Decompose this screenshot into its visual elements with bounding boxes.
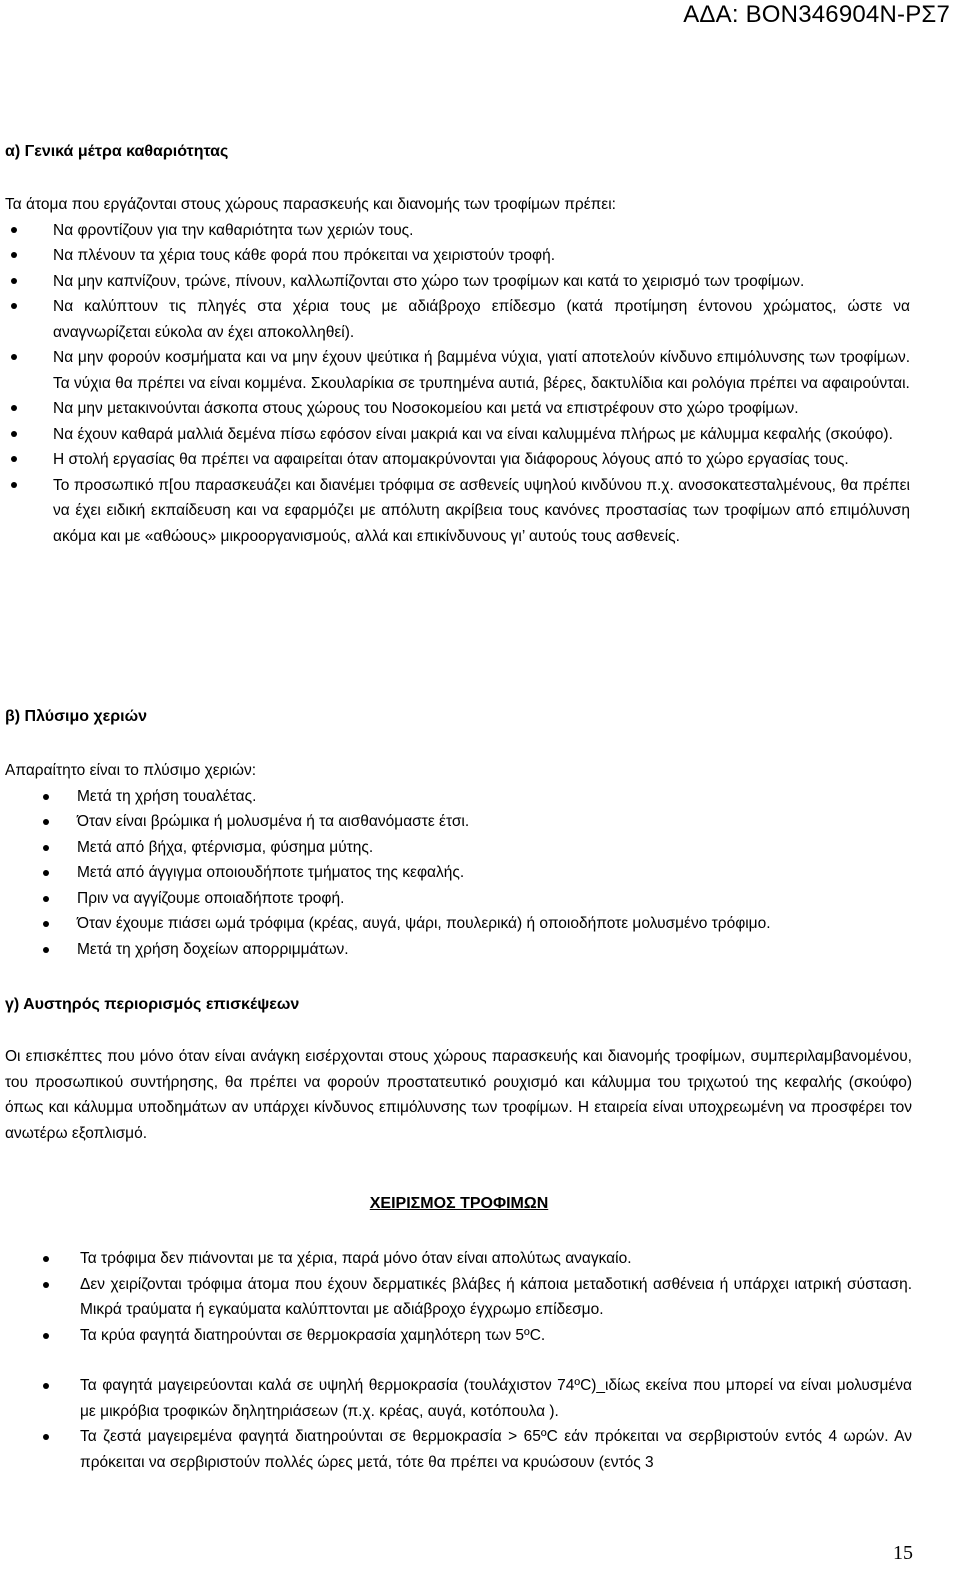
list-item: Να πλένουν τα χέρια τους κάθε φορά που πρόκειται να χειριστούν τροφή.	[5, 243, 910, 269]
list-item: Δεν χειρίζονται τρόφιμα άτομα που έχουν δερματικές βλάβες ή κάποια μεταδοτική ασθένεια ή υπάρχει ιατρική σύσταση. Μικρά τραύματα ή εγκαύματα καλύπτονται με αδιάβροχο έγχρωμο επίδεσμο.	[5, 1272, 912, 1323]
list-item: Μετά τη χρήση τουαλέτας.	[5, 784, 910, 810]
bullet-icon	[11, 405, 17, 411]
ada-header: ΑΔΑ: ΒΟΝ346904Ν-ΡΣ7	[683, 1, 950, 28]
food-handling-list	[5, 1246, 912, 1475]
bullet-icon	[11, 252, 17, 258]
bullet-list	[5, 1246, 912, 1475]
list-item: Το προσωπικό π[ου παρασκευάζει και διανέμει τρόφιμα σε ασθενείς υψηλού κινδύνου π.χ. ανοσοκατεσταλμένους, θα πρέπει να έχει ειδική εκπαίδευση και να εφαρμόζει με απόλυτη ακρίβεια τους κανόνες προστασίας των τροφίμων από επιμόλυνση ακόμα και με «αθώους» μικροοργανισμούς, αλλά και επικίνδυνους γι’ αυτούς τους ασθενείς.	[5, 473, 910, 550]
list-item: Μετά τη χρήση δοχείων απορριμμάτων.	[5, 937, 910, 963]
page-number: 15	[893, 1542, 913, 1564]
section-c-body	[5, 1044, 912, 1146]
bullet-list	[5, 784, 910, 963]
bullet-icon	[11, 482, 17, 488]
list-item: Να μην φορούν κοσμήματα και να μην έχουν ψεύτικα ή βαμμένα νύχια, γιατί αποτελούν κίνδυνο επιμόλυνσης των τροφίμων. Τα νύχια θα πρέπει να είναι κομμένα. Σκουλαρίκια σε τρυπημένα αυτιά, βέρες, δακτυλίδια και ρολόγια πρέπει να αφαιρούνται.	[5, 345, 910, 396]
bullet-icon	[11, 431, 17, 437]
bullet-icon	[43, 947, 49, 953]
bullet-icon	[43, 1333, 49, 1339]
bullet-icon	[11, 354, 17, 360]
list-item: Να μην μετακινούνται άσκοπα στους χώρους του Νοσοκομείου και μετά να επιστρέφουν στο χώρο τροφίμων.	[5, 396, 910, 422]
bullet-icon	[43, 819, 49, 825]
bullet-icon	[11, 456, 17, 462]
section-general-hygiene	[5, 143, 910, 161]
food-handling-title: ΧΕΙΡΙΣΜΟΣ ΤΡΟΦΙΜΩΝ	[369, 1195, 549, 1212]
bullet-list	[5, 218, 910, 550]
bullet-icon	[43, 845, 49, 851]
section-a-body	[5, 192, 910, 549]
intro-text: Απαραίτητο είναι το πλύσιμο χεριών:	[5, 762, 257, 779]
section-visitor-restriction	[5, 996, 910, 1014]
list-item: Τα ζεστά μαγειρεμένα φαγητά διατηρούνται σε θερμοκρασία > 65ºC εάν πρόκειται να σερβιριστούν εντός 4 ωρών. Αν πρόκειται να σερβιριστούν πολλές ώρες μετά, τότε θα πρέπει να κρυώσουν (εντός 3	[5, 1424, 912, 1475]
list-item: Πριν να αγγίζουμε οποιαδήποτε τροφή.	[5, 886, 910, 912]
list-item: Μετά από βήχα, φτέρνισμα, φύσημα μύτης.	[5, 835, 910, 861]
section-hand-washing	[5, 708, 910, 726]
bullet-icon	[43, 1383, 49, 1389]
list-item: Τα φαγητά μαγειρεύονται καλά σε υψηλή θερμοκρασία (τουλάχιστον 74ºC)_ιδίως εκείνα που μπορεί να είναι μολυσμένα με μικρόβια τροφικών δηλητηριάσεων (π.χ. κρέας, αυγά, κοτόπουλα ).	[5, 1373, 912, 1424]
bullet-icon	[43, 794, 49, 800]
bullet-icon	[11, 227, 17, 233]
bullet-icon	[43, 896, 49, 902]
list-item: Τα τρόφιμα δεν πιάνονται με τα χέρια, παρά μόνο όταν είναι απολύτως αναγκαίο.	[5, 1246, 912, 1272]
list-item: Όταν είναι βρώμικα ή μολυσμένα ή τα αισθανόμαστε έτσι.	[5, 809, 910, 835]
list-item: Να καλύπτουν τις πληγές στα χέρια τους με αδιάβροχο επίδεσμο (κατά προτίμηση έντονου χρώματος, ώστε να αναγνωρίζεται εύκολα αν έχει αποκολληθεί).	[5, 294, 910, 345]
list-item: Τα κρύα φαγητά διατηρούνται σε θερμοκρασία χαμηλότερη των 5ºC.	[5, 1323, 912, 1349]
section-heading: α) Γενικά μέτρα καθαριότητας	[5, 143, 229, 160]
list-item: Η στολή εργασίας θα πρέπει να αφαιρείται όταν απομακρύνονται για διάφορους λόγους από το χώρο εργασίας τους.	[5, 447, 910, 473]
section-b-body	[5, 758, 910, 962]
section-heading: γ) Αυστηρός περιορισμός επισκέψεων	[5, 996, 300, 1013]
bullet-icon	[43, 1282, 49, 1288]
list-item: Να έχουν καθαρά μαλλιά δεμένα πίσω εφόσον είναι μακριά και να είναι καλυμμένα πλήρως με κάλυμμα κεφαλής (σκούφο).	[5, 422, 910, 448]
list-item: Όταν έχουμε πιάσει ωμά τρόφιμα (κρέας, αυγά, ψάρι, πουλερικά) ή οποιοδήποτε μολυσμένο τρόφιμο.	[5, 911, 910, 937]
section-heading: β) Πλύσιμο χεριών	[5, 708, 148, 725]
bullet-icon	[43, 921, 49, 927]
bullet-icon	[43, 1434, 49, 1440]
bullet-icon	[11, 303, 17, 309]
paragraph-text: Οι επισκέπτες που μόνο όταν είναι ανάγκη εισέρχονται στους χώρους παρασκευής και διανομής τροφίμων, συμπεριλαμβανομένου, του προσωπικού συντήρησης, θα πρέπει να φορούν προστατευτικό ρουχισμό και κάλυμμα του τριχωτού της κεφαλής (σκούφο) όπως και κάλυμμα υποδημάτων αν υπάρχει κίνδυνος επιμόλυνσης των τροφίμων. Η εταιρεία είναι υποχρεωμένη να προσφέρει τον ανωτέρω εξοπλισμό.	[5, 1048, 912, 1142]
list-item: Να μην καπνίζουν, τρώνε, πίνουν, καλλωπίζονται στο χώρο των τροφίμων και κατά το χειρισμό των τροφίμων.	[5, 269, 910, 295]
list-item: Να φροντίζουν για την καθαριότητα των χεριών τους.	[5, 218, 910, 244]
bullet-icon	[43, 870, 49, 876]
intro-text: Τα άτομα που εργάζονται στους χώρους παρασκευής και διανομής των τροφίμων πρέπει:	[5, 196, 616, 213]
bullet-icon	[43, 1256, 49, 1262]
bullet-icon	[11, 278, 17, 284]
list-item: Μετά από άγγιγμα οποιουδήποτε τμήματος της κεφαλής.	[5, 860, 910, 886]
